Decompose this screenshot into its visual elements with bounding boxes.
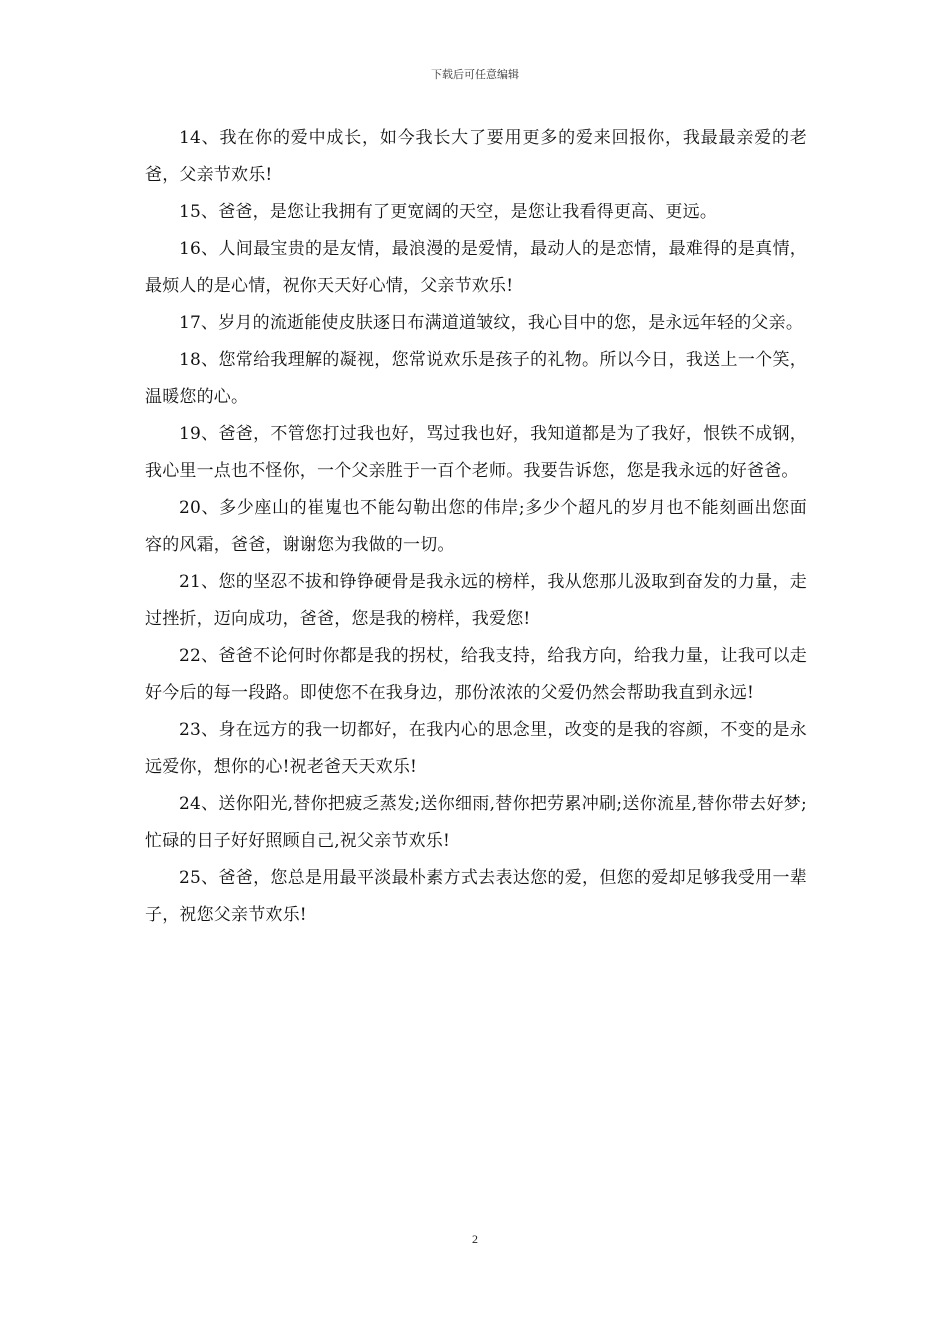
paragraph-25: 25、爸爸，您总是用最平淡最朴素方式去表达您的爱，但您的爱却足够我受用一辈子，祝您父亲节欢乐!: [145, 868, 807, 925]
paragraph-18: 18、您常给我理解的凝视，您常说欢乐是孩子的礼物。所以今日，我送上一个笑，温暖您的心。: [145, 350, 807, 407]
paragraph-15: 15、爸爸，是您让我拥有了更宽阔的天空，是您让我看得更高、更远。: [179, 202, 718, 222]
document-body: [145, 120, 807, 934]
paragraph-14: 14、我在你的爱中成长，如今我长大了要用更多的爱来回报你，我最最亲爱的老爸，父亲节欢乐!: [145, 128, 807, 185]
paragraph-17: 17、岁月的流逝能使皮肤逐日布满道道皱纹，我心目中的您，是永远年轻的父亲。: [179, 313, 804, 333]
page-number: 2: [472, 1232, 478, 1246]
paragraph-19: 19、爸爸，不管您打过我也好，骂过我也好，我知道都是为了我好，恨铁不成钢，我心里一点也不怪你，一个父亲胜于一百个老师。我要告诉您，您是我永远的好爸爸。: [145, 424, 807, 481]
paragraph-16: 16、人间最宝贵的是友情，最浪漫的是爱情，最动人的是恋情，最难得的是真情，最烦人的是心情，祝你天天好心情，父亲节欢乐!: [145, 239, 807, 296]
page-header: 下载后可任意编辑: [431, 68, 519, 81]
paragraph-24: 24、送你阳光,替你把疲乏蒸发;送你细雨,替你把劳累冲刷;送你流星,替你带去好梦;忙碌的日子好好照顾自己,祝父亲节欢乐!: [145, 794, 807, 851]
paragraph-22: 22、爸爸不论何时你都是我的拐杖，给我支持，给我方向，给我力量，让我可以走好今后的每一段路。即使您不在我身边，那份浓浓的父爱仍然会帮助我直到永远!: [145, 646, 807, 703]
paragraph-21: 21、您的坚忍不拔和铮铮硬骨是我永远的榜样，我从您那儿汲取到奋发的力量，走过挫折，迈向成功，爸爸，您是我的榜样，我爱您!: [145, 572, 807, 629]
paragraph-23: 23、身在远方的我一切都好，在我内心的思念里，改变的是我的容颜，不变的是永远爱你，想你的心!祝老爸天天欢乐!: [145, 720, 807, 777]
paragraph-20: 20、多少座山的崔嵬也不能勾勒出您的伟岸;多少个超凡的岁月也不能刻画出您面容的风霜，爸爸，谢谢您为我做的一切。: [145, 498, 807, 555]
